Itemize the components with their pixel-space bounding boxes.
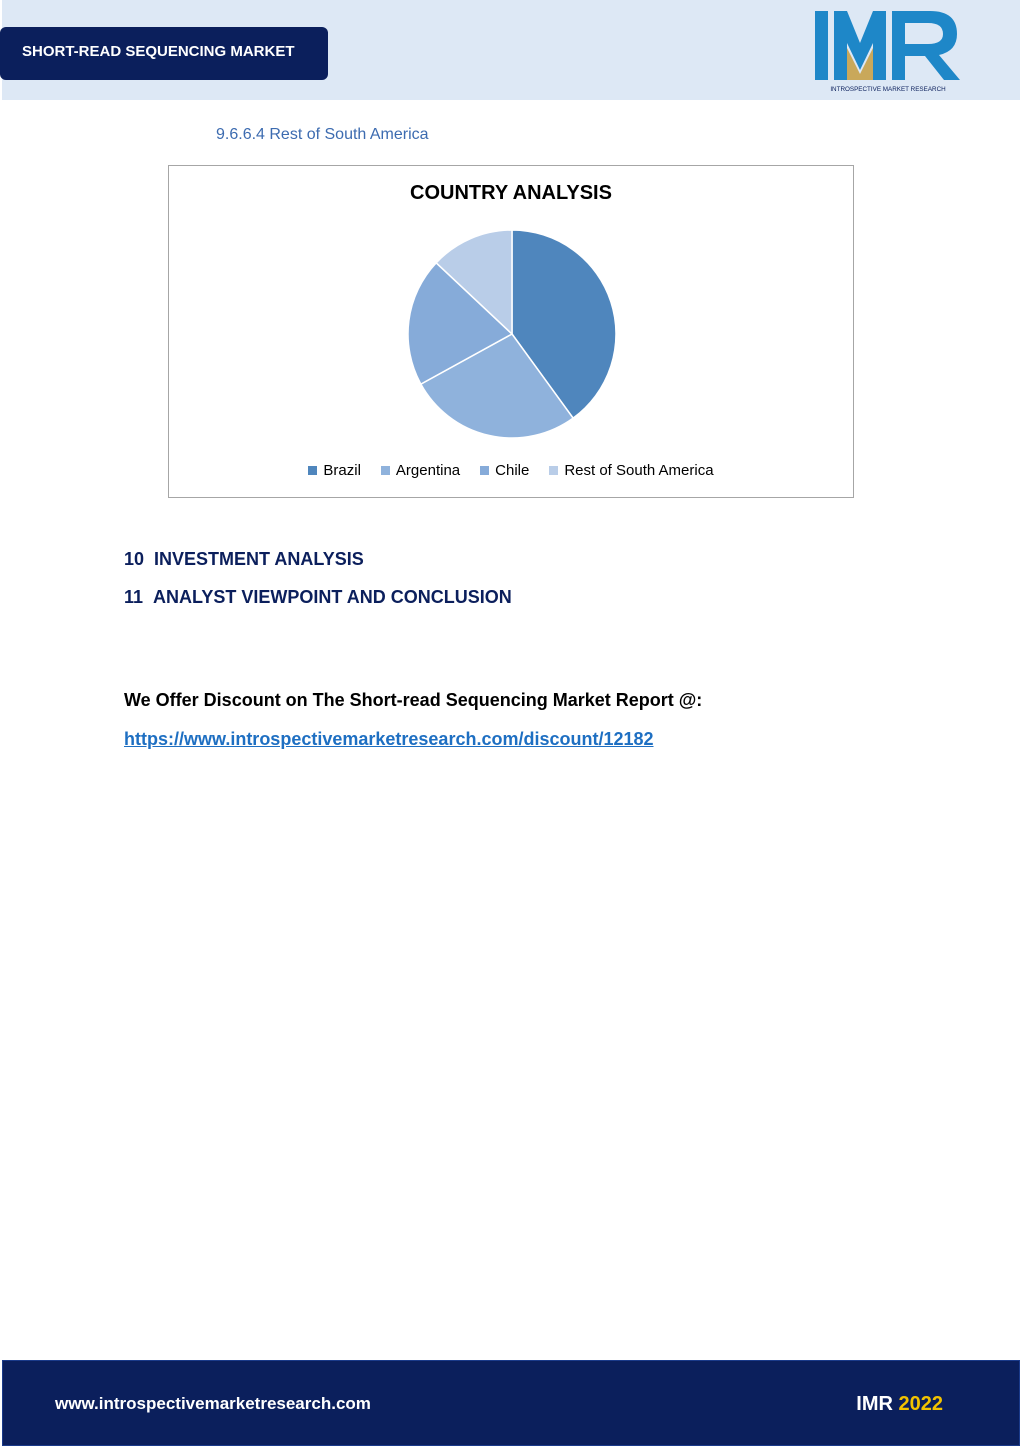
legend-swatch	[381, 466, 390, 475]
legend-label: Chile	[495, 462, 530, 479]
country-analysis-chart	[168, 165, 854, 498]
report-title-text: SHORT-READ SEQUENCING MARKET	[22, 43, 295, 60]
footer-year: 2022	[898, 1393, 943, 1415]
legend-item	[381, 462, 460, 479]
legend-item	[308, 462, 361, 479]
section-heading-10	[124, 549, 364, 570]
discount-link[interactable]: https://www.introspectivemarketresearch.com/discount/12182	[124, 729, 654, 749]
section-number: 11	[124, 587, 144, 607]
legend-label: Argentina	[395, 462, 461, 479]
legend-swatch	[549, 466, 558, 475]
legend-item	[549, 462, 713, 479]
footer-website: www.introspectivemarketresearch.com	[55, 1394, 371, 1413]
section-title: INVESTMENT ANALYSIS	[154, 549, 364, 569]
footer	[2, 1360, 1020, 1446]
legend-label: Brazil	[323, 462, 361, 479]
report-title-badge	[0, 27, 328, 80]
subsection-title: 9.6.6.4 Rest of South America	[216, 126, 429, 143]
legend-swatch	[308, 466, 317, 475]
logo-caption: INTROSPECTIVE MARKET RESEARCH	[830, 86, 946, 93]
chart-title: COUNTRY ANALYSIS	[410, 182, 612, 204]
legend-label: Rest of South America	[564, 462, 714, 479]
section-number: 10	[124, 549, 145, 569]
discount-offer-text: We Offer Discount on The Short-read Sequencing Market Report @:	[124, 690, 703, 710]
legend-swatch	[480, 466, 489, 475]
section-heading-11	[124, 587, 512, 608]
section-title: ANALYST VIEWPOINT AND CONCLUSION	[153, 587, 512, 607]
footer-brand-name: IMR	[856, 1393, 893, 1415]
chart-legend	[169, 462, 853, 479]
pie-chart	[169, 166, 855, 499]
legend-item	[480, 462, 529, 479]
footer-brand	[856, 1393, 943, 1416]
imr-logo	[812, 8, 964, 96]
